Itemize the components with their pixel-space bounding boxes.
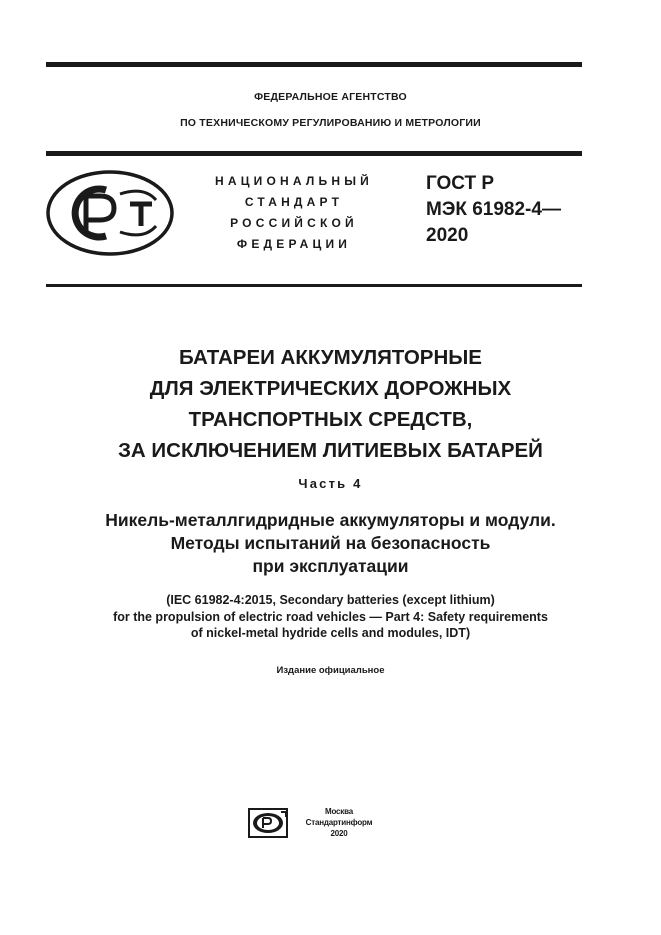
standard-type-block [205, 171, 383, 255]
edition-label: Издание официальное [276, 665, 385, 676]
publisher-year: 2020 [330, 829, 348, 838]
designation-line: МЭК 61982-4— [426, 199, 561, 220]
designation-line: 2020 [426, 225, 469, 246]
standard-designation [426, 171, 561, 249]
publisher-info [296, 806, 382, 839]
standard-type-line: СТАНДАРТ [244, 195, 344, 209]
title-line: ДЛЯ ЭЛЕКТРИЧЕСКИХ ДОРОЖНЫХ [149, 377, 512, 400]
iec-reference-line: of nickel-metal hydride cells and modules, IDT) [190, 626, 471, 640]
standartinform-logo-icon [248, 808, 288, 838]
standard-type-line: РОССИЙСКОЙ [230, 216, 358, 230]
iec-reference [0, 592, 661, 642]
standard-type-line: НАЦИОНАЛЬНЫЙ [214, 174, 374, 188]
title-line: ТРАНСПОРТНЫХ СРЕДСТВ, [188, 408, 473, 431]
subtitle-line: при эксплуатации [252, 556, 409, 576]
gost-logo-icon [46, 170, 174, 256]
header-rule [46, 151, 582, 156]
designation-line: ГОСТ Р [426, 173, 495, 194]
title-block-rule [46, 284, 582, 287]
document-subtitle [0, 509, 661, 578]
standard-type-line: ФЕДЕРАЦИИ [236, 237, 352, 251]
iec-reference-line: (IEC 61982-4:2015, Secondary batteries (except lithium) [166, 593, 495, 607]
subtitle-line: Никель-металлгидридные аккумуляторы и модули. [105, 510, 556, 530]
part-number: Часть 4 [298, 476, 363, 491]
agency-name-line2: ПО ТЕХНИЧЕСКОМУ РЕГУЛИРОВАНИЮ И МЕТРОЛОГИИ [180, 117, 481, 129]
top-rule [46, 62, 582, 67]
subtitle-line: Методы испытаний на безопасность [170, 533, 491, 553]
publisher-city: Москва [325, 807, 353, 816]
agency-name-line1: ФЕДЕРАЛЬНОЕ АГЕНТСТВО [254, 91, 407, 103]
publisher-name: Стандартинформ [305, 818, 373, 827]
title-line: БАТАРЕИ АККУМУЛЯТОРНЫЕ [179, 346, 482, 369]
iec-reference-line: for the propulsion of electric road vehicles — Part 4: Safety requirements [113, 609, 548, 624]
document-title [0, 342, 661, 466]
title-line: ЗА ИСКЛЮЧЕНИЕМ ЛИТИЕВЫХ БАТАРЕЙ [118, 439, 543, 462]
